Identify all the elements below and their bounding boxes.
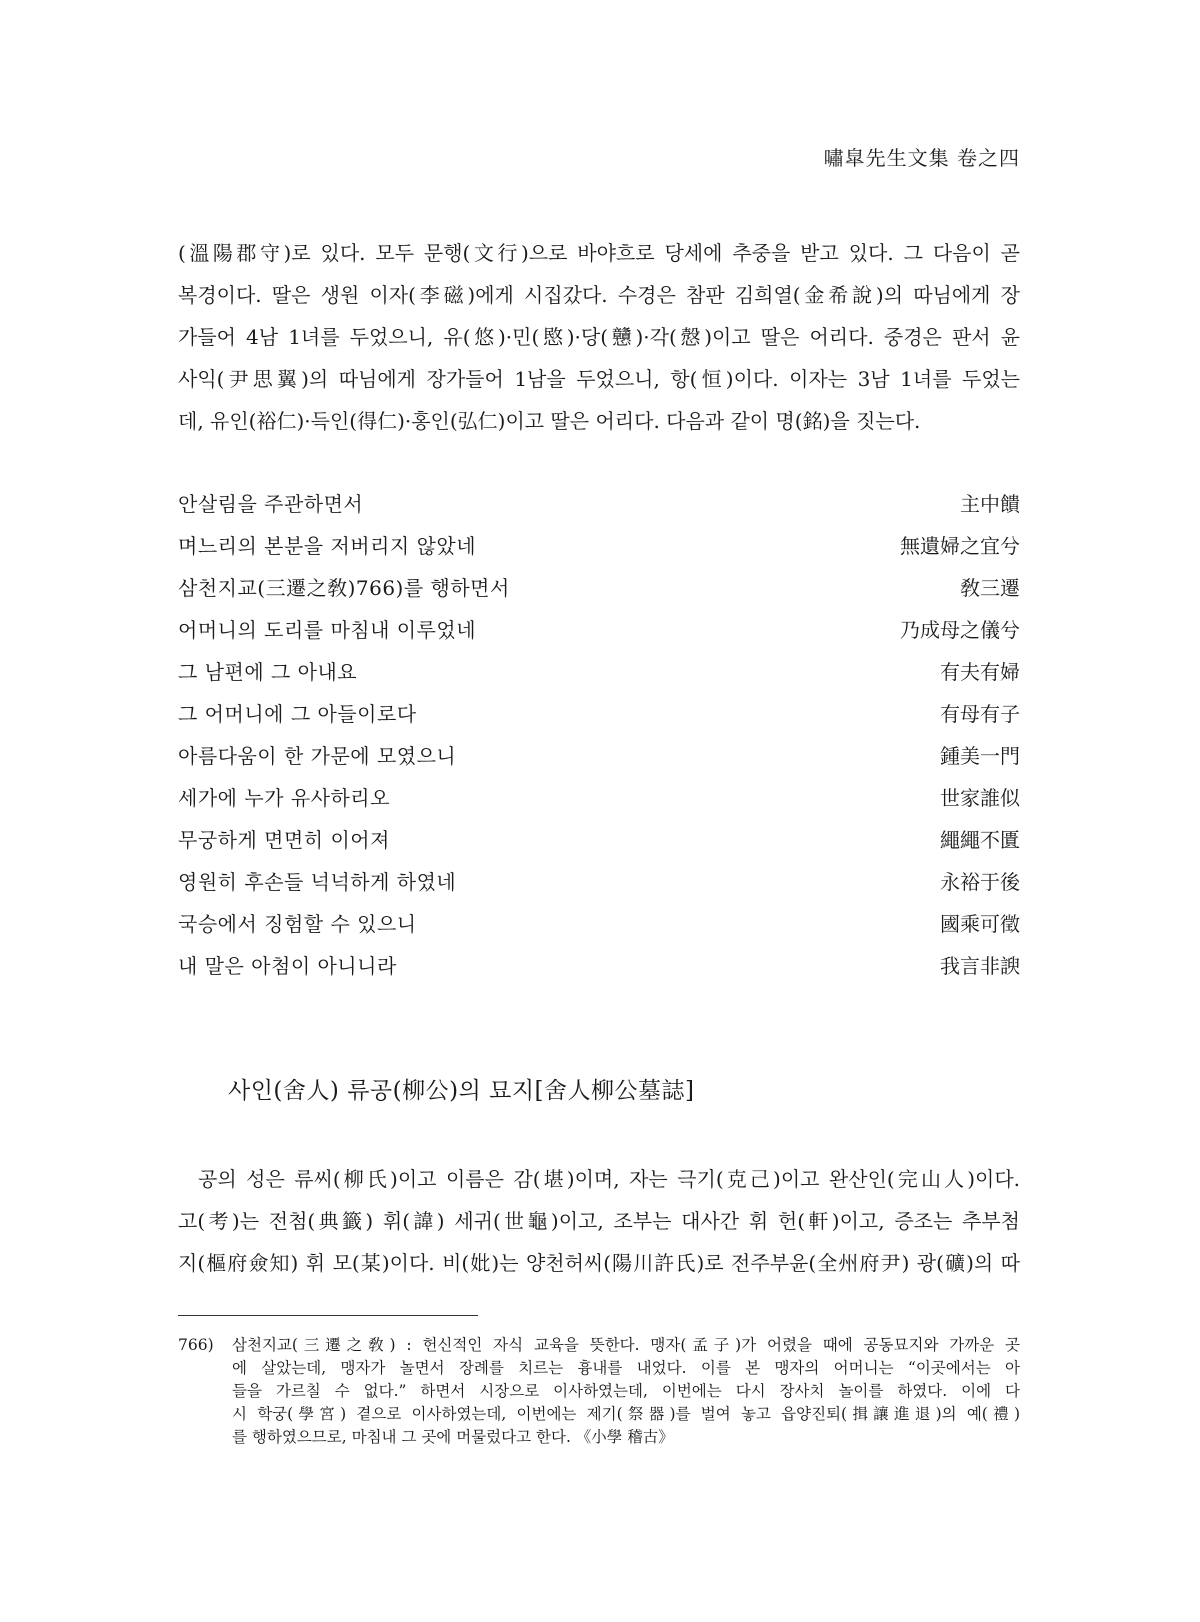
poem-chinese-line: 我言非諛 — [940, 954, 1020, 978]
paragraph-line: (溫陽郡守)로 있다. 모두 문행(文行)으로 바야흐로 당세에 추중을 받고 있다. 그 다음이 곧 — [178, 241, 1020, 265]
poem-row — [178, 903, 1020, 945]
paragraph-line: 고(考)는 전첨(典籤) 휘(諱) 세귀(世龜)이고, 조부는 대사간 휘 헌(軒)이고, 증조는 추부첨 — [178, 1209, 1020, 1233]
footnote — [178, 1334, 1020, 1449]
poem-korean-line: 국승에서 징험할 수 있으니 — [178, 912, 417, 936]
poem-korean-line: 아름다움이 한 가문에 모였으니 — [178, 744, 457, 768]
running-header: 嘯皐先生文集 卷之四 — [823, 146, 1020, 170]
poem-row — [178, 567, 1020, 609]
poem-row — [178, 777, 1020, 819]
footnote-entry — [178, 1334, 1020, 1449]
poem-korean-line: 안살림을 주관하면서 — [178, 492, 364, 516]
footnote-line: 시 학궁(學宮) 곁으로 이사하였는데, 이번에는 제기(祭器)를 벌여 놓고 읍양진퇴(揖讓進退)의 예(禮) — [232, 1405, 1020, 1423]
footnote-line: 를 행하였으므로, 마침내 그 곳에 머물렀다고 한다. 《小學 稽古》 — [232, 1428, 674, 1446]
poem-row — [178, 483, 1020, 525]
poem-chinese-line: 乃成母之儀兮 — [900, 618, 1020, 642]
poem-korean-line: 무궁하게 면면히 이어져 — [178, 828, 390, 852]
poem-korean-line: 며느리의 본분을 저버리지 않았네 — [178, 534, 477, 558]
footnote-line: 들을 가르칠 수 없다.” 하면서 시장으로 이사하였는데, 이번에는 다시 장사치 놀이를 하였다. 이에 다 — [232, 1382, 1020, 1400]
poem-chinese-line: 無遺婦之宜兮 — [900, 534, 1020, 558]
poem-chinese-line: 敎三遷 — [960, 576, 1020, 600]
poem-row — [178, 861, 1020, 903]
poem-chinese-line: 國乘可徵 — [940, 912, 1020, 936]
paragraph-line: 가들어 4남 1녀를 두었으니, 유(悠)·민(愍)·당(戇)·각(慤)이고 딸은 어리다. 중경은 판서 윤 — [178, 325, 1020, 349]
poem-row — [178, 651, 1020, 693]
footnote-line: 에 살았는데, 맹자가 놀면서 장례를 치르는 흉내를 내었다. 이를 본 맹자의 어머니는 “이곳에서는 아 — [232, 1359, 1020, 1377]
poem-chinese-line: 世家誰似 — [940, 786, 1020, 810]
paragraph-line: 복경이다. 딸은 생원 이자(李磁)에게 시집갔다. 수경은 참판 김희열(金希說)의 따님에게 장 — [178, 283, 1020, 307]
poem-korean-line: 세가에 누가 유사하리오 — [178, 786, 390, 810]
poem-chinese-line: 永裕于後 — [940, 870, 1020, 894]
poem-row — [178, 693, 1020, 735]
poem-row — [178, 945, 1020, 987]
paragraph-line: 지(樞府僉知) 휘 모(某)이다. 비(妣)는 양천허씨(陽川許氏)로 전주부윤(全州府尹) 광(礦)의 따 — [178, 1251, 1020, 1275]
poem-korean-line: 그 남편에 그 아내요 — [178, 660, 358, 684]
poem-korean-line: 삼천지교(三遷之敎)766)를 행하면서 — [178, 576, 510, 600]
footnote-divider — [178, 1315, 478, 1316]
poem-row — [178, 609, 1020, 651]
poem-chinese-line: 鍾美一門 — [940, 744, 1020, 768]
footnote-number: 766) — [178, 1336, 214, 1354]
poem-chinese-line: 有母有子 — [940, 702, 1020, 726]
poem-chinese-line: 主中饋 — [960, 492, 1020, 516]
poem-chinese-line: 有夫有婦 — [940, 660, 1020, 684]
inscription-poem — [178, 483, 1020, 987]
section-title: 사인(舍人) 류공(柳公)의 묘지[舍人柳公墓誌] — [228, 1078, 695, 1104]
paragraph-line: 데, 유인(裕仁)·득인(得仁)·홍인(弘仁)이고 딸은 어리다. 다음과 같이 명(銘)을 짓는다. — [178, 409, 921, 433]
poem-row — [178, 735, 1020, 777]
body-paragraph-1 — [178, 232, 1020, 442]
paragraph-line: 공의 성은 류씨(柳氏)이고 이름은 감(堪)이며, 자는 극기(克己)이고 완산인(完山人)이다. — [198, 1167, 1020, 1191]
poem-row — [178, 819, 1020, 861]
footnote-text — [232, 1334, 1020, 1449]
footnote-line: 삼천지교(三遷之敎) : 헌신적인 자식 교육을 뜻한다. 맹자(孟子)가 어렸을 때에 공동묘지와 가까운 곳 — [232, 1336, 1020, 1354]
poem-korean-line: 그 어머니에 그 아들이로다 — [178, 702, 417, 726]
paragraph-line: 사익(尹思翼)의 따님에게 장가들어 1남을 두었으니, 항(恒)이다. 이자는 3남 1녀를 두었는 — [178, 367, 1020, 391]
poem-row — [178, 525, 1020, 567]
poem-korean-line: 내 말은 아첨이 아니니라 — [178, 954, 397, 978]
poem-korean-line: 어머니의 도리를 마침내 이루었네 — [178, 618, 477, 642]
body-paragraph-2 — [178, 1158, 1020, 1284]
poem-korean-line: 영원히 후손들 넉넉하게 하였네 — [178, 870, 457, 894]
poem-chinese-line: 繩繩不匱 — [940, 828, 1020, 852]
